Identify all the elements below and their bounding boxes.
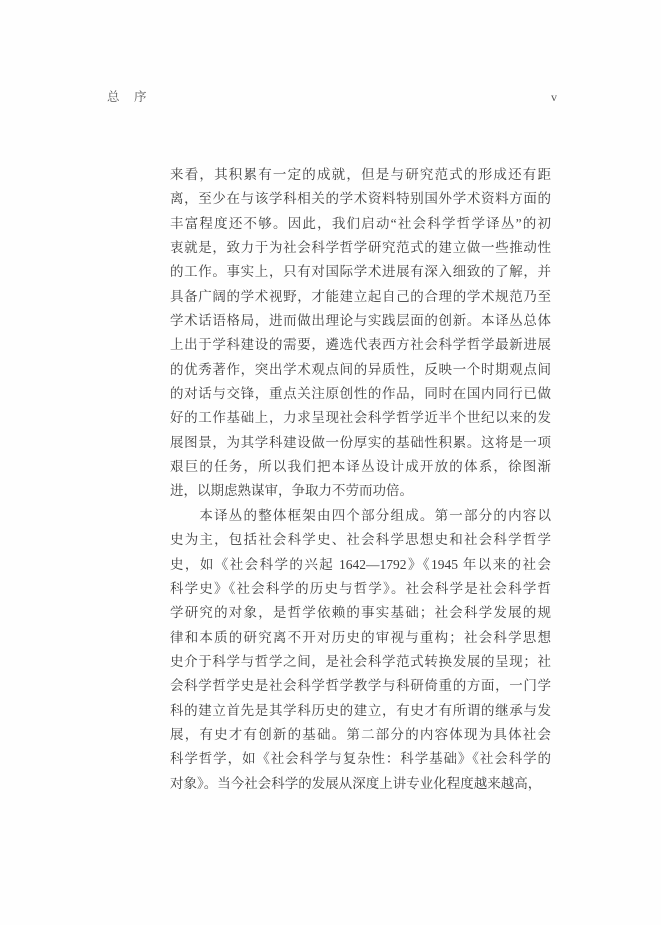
text-line: 艰巨的任务，所以我们把本译丛设计成开放的体系，徐图渐 [170,459,551,475]
text-line: 律和本质的研究离不开对历史的审视与重构；社会科学思想 [170,629,551,645]
text-line: 的优秀著作，突出学术观点间的异质性，反映一个时期观点间 [170,361,551,377]
text-line: 对象》。当今社会科学的发展从深度上讲专业化程度越来越高， [170,775,542,791]
text-line: 丰富程度还不够。因此，我们启动“社会科学哲学译丛”的初 [170,215,551,231]
text-line: 衷就是，致力于为社会科学哲学研究范式的建立做一些推动性 [170,240,551,256]
text-line: 的对话与交锋，重点关注原创性的作品，同时在国内同行已做 [170,386,551,402]
text-line: 会科学哲学史是社会科学哲学教学与科研倚重的方面，一门学 [170,678,551,694]
text-line: 展，有史才有创新的基础。第二部分的内容体现为具体社会 [170,726,551,742]
text-line: 科的建立首先是其学科历史的建立，有史才有所谓的继承与发 [170,702,551,718]
running-header [107,90,557,105]
text-line: 进，以期虑熟谋审，争取力不劳而功倍。 [170,483,413,499]
running-head-title: 总 序 [107,90,148,104]
body-text [170,163,551,796]
text-line: 本译丛的整体框架由四个部分组成。第一部分的内容以 [170,507,551,523]
text-line: 科学史》《社会科学的历史与哲学》。社会科学是社会科学哲 [170,580,551,596]
page-number: v [551,90,557,104]
text-line: 离，至少在与该学科相关的学术资料特别国外学术资料方面的 [170,191,551,207]
text-line: 上出于学科建设的需要，遴选代表西方社会科学哲学最新进展 [170,337,551,353]
text-line: 史，如《社会科学的兴起 1642—1792》《1945 年以来的社会 [170,556,551,572]
paragraph-1 [170,163,551,504]
text-line: 史介于科学与哲学之间，是社会科学范式转换发展的呈现；社 [170,653,551,669]
paragraph-2 [170,504,551,796]
text-line: 的工作。事实上，只有对国际学术进展有深入细致的了解，并 [170,264,551,280]
text-line: 好的工作基础上，力求呈现社会科学哲学近半个世纪以来的发 [170,410,551,426]
text-line: 学研究的对象，是哲学依赖的事实基础；社会科学发展的规 [170,605,551,621]
text-line: 来看，其积累有一定的成就，但是与研究范式的形成还有距 [170,167,551,182]
text-line: 学术话语格局，进而做出理论与实践层面的创新。本译丛总体 [170,313,551,329]
text-line: 展图景，为其学科建设做一份厚实的基础性积累。这将是一项 [170,434,551,450]
text-line: 具备广阔的学术视野，才能建立起自己的合理的学术规范乃至 [170,288,551,304]
text-line: 史为主，包括社会科学史、社会科学思想史和社会科学哲学 [170,532,551,548]
text-line: 科学哲学，如《社会科学与复杂性：科学基础》《社会科学的 [170,751,551,767]
